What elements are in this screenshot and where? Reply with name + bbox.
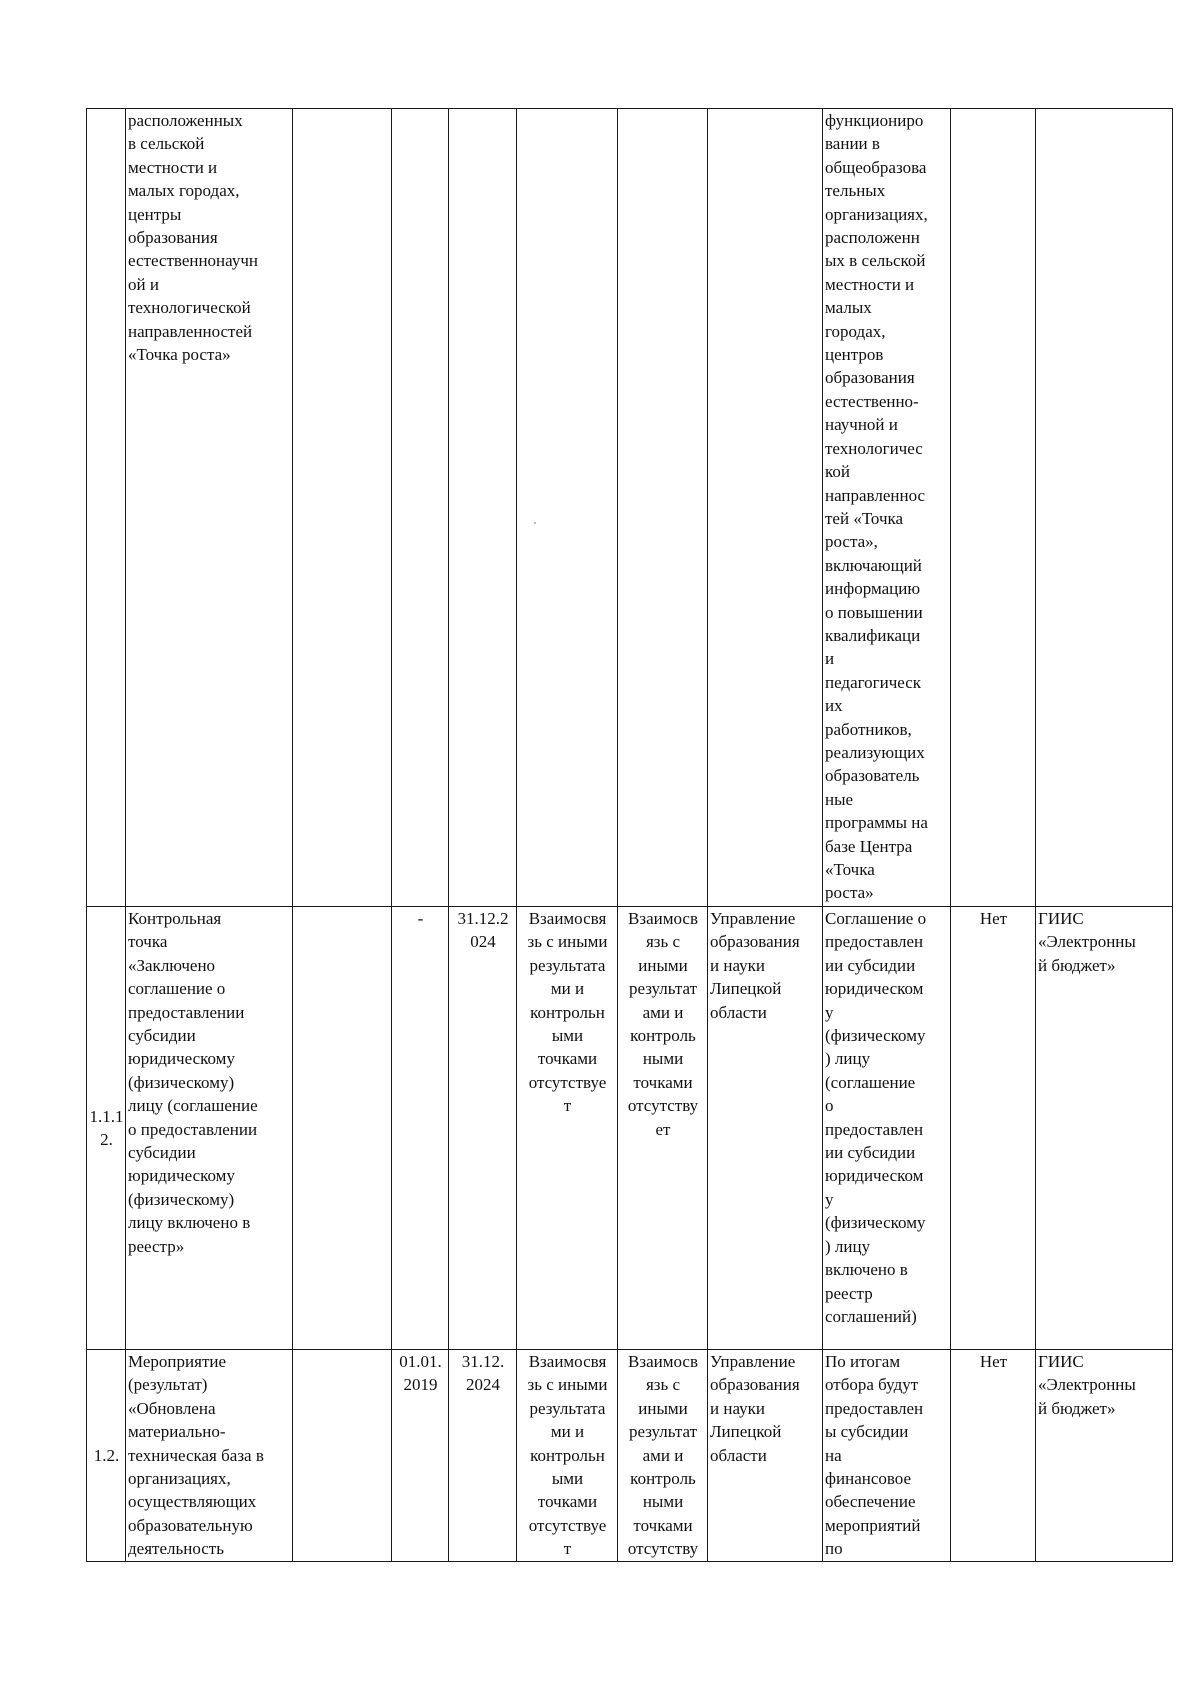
- document-cell: [823, 109, 951, 907]
- empty-cell: [293, 907, 392, 1350]
- link-previous: Взаимосвя зь с иными результата ми и контрольн ыми точками отсутствуе т: [527, 909, 608, 1116]
- flag-cell: [951, 907, 1036, 1350]
- row-number-cell: [87, 109, 126, 907]
- name-cell: [126, 109, 293, 907]
- link-previous: Взаимосвя зь с иными результата ми и контрольн ыми точками отсутствуе т: [527, 1352, 608, 1559]
- flag-cell: [951, 109, 1036, 907]
- document-type: функциониро вании в общеобразова тельных организациях, расположенн ых в сельской местности и малых городах, центров образования естественно- научной и технологичес кой направленнос тей «Точка роста», включающий информацию о повышении квалификаци и педагогическ их работников, реализующих образователь ные программы на базе Центра «Точка роста»: [825, 111, 928, 903]
- link-next-cell: [618, 109, 708, 907]
- link-next-cell: [618, 907, 708, 1350]
- flag-cell: [951, 1350, 1036, 1562]
- start-date-cell: [392, 1350, 449, 1562]
- table-row: [87, 109, 1173, 907]
- link-next-cell: [618, 1350, 708, 1562]
- document-cell: [823, 907, 951, 1350]
- document-cell: [823, 1350, 951, 1562]
- table-row: [87, 1350, 1173, 1562]
- plan-table: [86, 108, 1173, 1562]
- link-previous-cell: [517, 1350, 618, 1562]
- start-date-cell: [392, 907, 449, 1350]
- responsible-cell: [708, 907, 823, 1350]
- name-cell: [126, 907, 293, 1350]
- end-date: 31.12. 2024: [461, 1352, 505, 1395]
- info-system: ГИИС «Электронны й бюджет»: [1038, 1352, 1136, 1418]
- flag-value: Нет: [979, 1352, 1008, 1371]
- event-name: расположенных в сельской местности и малых городах, центры образования естественнонаучн ой и технологической направленностей «Точка роста»: [128, 111, 258, 365]
- empty-cell: [293, 109, 392, 907]
- link-previous-cell: [517, 907, 618, 1350]
- start-date-cell: [392, 109, 449, 907]
- system-cell: [1036, 109, 1173, 907]
- system-cell: [1036, 1350, 1173, 1562]
- event-name: Мероприятие (результат) «Обновлена материально- техническая база в организациях, осуществляющих образовательную деятельность: [128, 1352, 264, 1559]
- empty-cell: [293, 1350, 392, 1562]
- flag-value: Нет: [979, 909, 1008, 928]
- end-date-cell: [449, 109, 517, 907]
- link-next: Взаимосв язь с иными результат ами и контроль ными точками отсутству ет: [627, 909, 699, 1139]
- document-type: Соглашение о предоставлен ии субсидии юридическом у (физическому ) лицу (соглашение о предоставлен ии субсидии юридическом у (физическому ) лицу включено в реестр соглашений): [825, 909, 927, 1326]
- responsible: Управление образования и науки Липецкой области: [710, 1352, 800, 1465]
- end-date: 31.12.2 024: [457, 909, 509, 952]
- scan-speck: [534, 522, 536, 524]
- document-type: По итогам отбора будут предоставлен ы субсидии на финансовое обеспечение мероприятий по: [825, 1352, 924, 1559]
- name-cell: [126, 1350, 293, 1562]
- end-date-cell: [449, 1350, 517, 1562]
- row-number: 1.2.: [93, 1445, 120, 1465]
- row-number-cell: [87, 907, 126, 1350]
- responsible: Управление образования и науки Липецкой области: [710, 909, 800, 1022]
- table-row: [87, 907, 1173, 1350]
- document-page: [86, 108, 1172, 1559]
- end-date-cell: [449, 907, 517, 1350]
- system-cell: [1036, 907, 1173, 1350]
- info-system: ГИИС «Электронны й бюджет»: [1038, 909, 1136, 975]
- event-name: Контрольная точка «Заключено соглашение о предоставлении субсидии юридическому (физическому) лицу (соглашение о предоставлении субсидии юридическому (физическому) лицу включено в реестр»: [128, 909, 258, 1256]
- start-date: 01.01. 2019: [399, 1352, 442, 1395]
- link-previous-cell: [517, 109, 618, 907]
- link-next: Взаимосв язь с иными результат ами и контроль ными точками отсутству: [627, 1352, 699, 1559]
- responsible-cell: [708, 109, 823, 907]
- responsible-cell: [708, 1350, 823, 1562]
- row-number-cell: [87, 1350, 126, 1562]
- start-date: -: [417, 909, 424, 928]
- row-number: 1.1.1 2.: [89, 1106, 124, 1149]
